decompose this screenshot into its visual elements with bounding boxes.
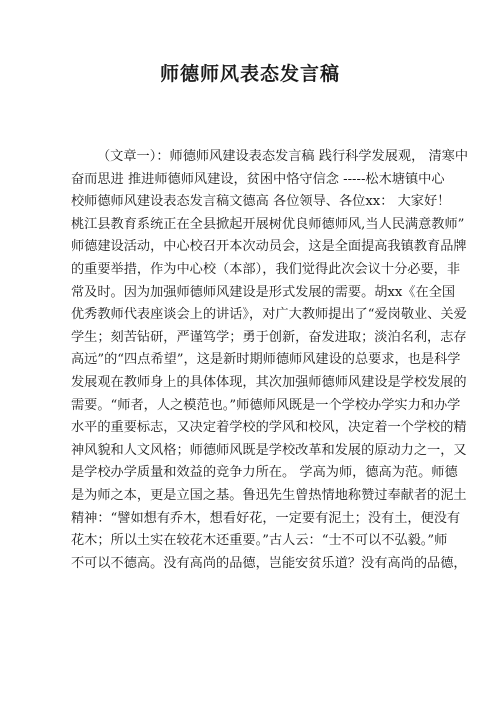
body-line: 常及时。因为加强师德师风建设是形式发展的需要。胡xx《在全国 xyxy=(71,284,456,300)
body-line: 优秀教师代表座谈会上的讲话》，对广大教师提出了“爱岗敬业、关爱 xyxy=(71,307,467,323)
body-line: 高远”的“四点希望”，这是新时期师德师风建设的总要求，也是科学 xyxy=(71,352,461,368)
body-line: 水平的重要标志，又决定着学校的学风和校风，决定着一个学校的精 xyxy=(71,420,467,436)
body-line: 花木；所以土实在较花木还重要。”古人云：“士不可以不弘毅。”师 xyxy=(71,533,448,549)
body-line: 是学校办学质量和效益的竞争力所在。 学高为师，德高为范。师德 xyxy=(71,465,458,481)
body-line: 需要。“师者，人之模范也。”师德师风既是一个学校办学实力和办学 xyxy=(71,397,461,413)
document-body xyxy=(71,146,469,575)
body-line: 奋而思进 推进师德师风建设，贫困中恪守信念 -----松木塘镇中心 xyxy=(71,171,445,187)
body-line: 的重要举措，作为中心校（本部），我们觉得此次会议十分必要，非 xyxy=(71,261,461,277)
body-line: 校师德师风建设表态发言稿文德高 各位领导、各位xx： 大家好！ xyxy=(71,194,451,210)
body-line: 不可以不德高。没有高尚的品德，岂能安贫乐道？没有高尚的品德， xyxy=(71,555,467,571)
document-title: 师德师风表态发言稿 xyxy=(159,63,340,85)
body-line: （文章一）：师德师风建设表态发言稿 践行科学发展观， 清寒中 xyxy=(97,149,469,164)
body-line: 精神：“譬如想有乔木，想看好花，一定要有泥土；没有土，便没有 xyxy=(71,510,461,526)
body-line: 神风貌和人文风格；师德师风既是学校改革和发展的原动力之一，又 xyxy=(71,442,467,458)
body-line: 发展观在教师身上的具体体现，其次加强师德师风建设是学校发展的 xyxy=(71,374,467,390)
body-line: 师德建设活动，中心校召开本次动员会，这是全面提高我镇教育品牌 xyxy=(71,239,467,255)
body-line: 是为师之本，更是立国之基。鲁迅先生曾热情地称赞过奉献者的泥土 xyxy=(71,487,467,503)
body-line: 学生；刻苦钻研，严谨笃学；勇于创新，奋发进取；淡泊名利，志存 xyxy=(71,329,467,345)
body-line: 桃江县教育系统正在全县掀起开展树优良师德师风,当人民满意教师” xyxy=(71,216,465,232)
